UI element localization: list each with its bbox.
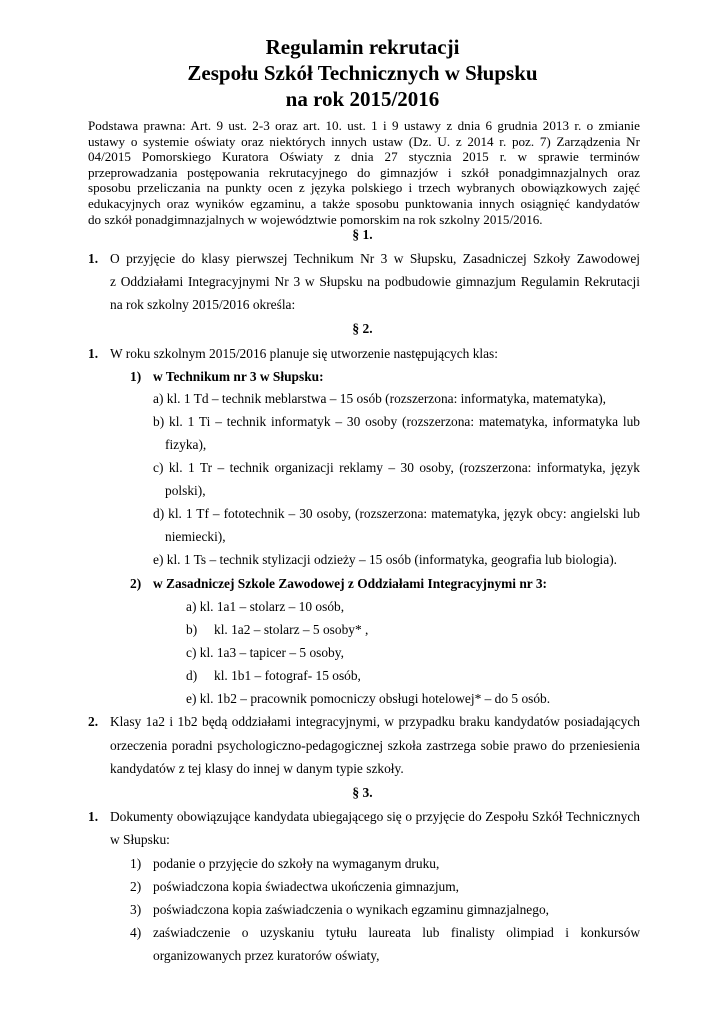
s3-item-text: podanie o przyjęcie do szkoły na wymaganym druku,: [153, 856, 440, 871]
s3-item-number: 4): [130, 925, 142, 940]
tech-class-d: d) kl. 1 Tf – fototechnik – 30 osoby, (rozszerzona: matematyka, język obcy: angielski lub: [153, 506, 640, 521]
legal-basis-line: edukacyjnych oraz wyników egzaminu, a także sposobu punktowania innych osiągnięć kandydatów: [88, 195, 640, 211]
s1-line: z Oddziałami Integracyjnymi Nr 3 w Słupsku na podbudowie gimnazjum Regulamin Rekrutacji: [110, 274, 640, 289]
s1-line: na rok szkolny 2015/2016 określa:: [110, 297, 296, 312]
s3-p1-line: Dokumenty obowiązujące kandydata ubiegającego się o przyjęcie do Zespołu Szkół Technicznych: [110, 809, 640, 824]
zsz-class-b-letter: b): [186, 622, 198, 637]
s2-p2-line: kandydatów z tej klasy do innej w danym typie szkoły.: [110, 761, 404, 776]
s2-zsz-label: w Zasadniczej Szkole Zawodowej z Oddziałami Integracyjnymi nr 3:: [153, 576, 548, 591]
title-line-2: Zespołu Szkół Technicznych w Słupsku: [187, 61, 538, 85]
s3-item-text: poświadczona kopia zaświadczenia o wynikach egzaminu gimnazjalnego,: [153, 902, 549, 917]
s3-item-4-cont: organizowanych przez kuratorów oświaty,: [153, 948, 380, 963]
tech-class-c-cont: polski),: [165, 483, 206, 498]
tech-class-c: c) kl. 1 Tr – technik organizacji reklamy – 30 osoby, (rozszerzona: informatyka, język: [153, 460, 640, 475]
s2-p2-number: 2.: [88, 714, 99, 729]
s3-item-text: zaświadczenie o uzyskaniu tytułu laureata lub finalisty olimpiad i konkursów: [153, 925, 640, 940]
s2-zsz-number: 2): [130, 576, 142, 591]
zsz-class-e: e) kl. 1b2 – pracownik pomocniczy obsługi hotelowej* – do 5 osób.: [186, 691, 551, 706]
zsz-class-d-letter: d): [186, 668, 198, 683]
legal-basis-line: do szkół ponadgimnazjalnych w województwie pomorskim na rok szkolny 2015/2016.: [88, 211, 543, 227]
tech-class-a: a) kl. 1 Td – technik meblarstwa – 15 osób (rozszerzona: informatyka, matematyka),: [153, 391, 607, 406]
zsz-class-a: a) kl. 1a1 – stolarz – 10 osób,: [186, 599, 345, 614]
zsz-class-d: kl. 1b1 – fotograf- 15 osób,: [214, 668, 361, 683]
s2-p1-text: W roku szkolnym 2015/2016 planuje się utworzenie następujących klas:: [110, 346, 498, 361]
s3-item-number: 2): [130, 879, 142, 894]
zsz-class-b: kl. 1a2 – stolarz – 5 osoby* ,: [214, 622, 369, 637]
legal-basis: [88, 118, 640, 227]
s3-p1-number: 1.: [88, 809, 99, 824]
s2-tech-number: 1): [130, 369, 142, 384]
s3-item-number: 3): [130, 902, 142, 917]
title-line-1: Regulamin rekrutacji: [265, 35, 460, 59]
s3-p1-line: w Słupsku:: [110, 832, 170, 847]
legal-basis-line: przeprowadzania postępowania rekrutacyjnego do gimnazjów i szkół ponadgimnazjalnych oraz: [88, 164, 640, 180]
legal-basis-line: ustawy o systemie oświaty oraz niektórych innych ustaw (Dz. U. z 2014 r. poz. 7) Zarządzenia Nr: [88, 133, 640, 149]
legal-basis-line: 04/2015 Pomorskiego Kuratora Oświaty z dnia 27 stycznia 2015 r. w sprawie terminów: [88, 149, 640, 165]
tech-class-d-cont: niemiecki),: [165, 529, 226, 544]
zsz-class-c: c) kl. 1a3 – tapicer – 5 osoby,: [186, 645, 344, 660]
section-heading-1: § 1.: [352, 227, 373, 242]
s2-tech-label: w Technikum nr 3 w Słupsku:: [153, 369, 324, 384]
title-line-3: na rok 2015/2016: [285, 87, 440, 111]
s2-p2-line: Klasy 1a2 i 1b2 będą oddziałami integracyjnymi, w przypadku braku kandydatów posiadających: [110, 714, 640, 729]
s2-p2-line: orzeczenia poradni psychologiczno-pedagogicznej szkoła zastrzega sobie prawo do przeniesienia: [110, 738, 640, 753]
s3-item-text: poświadczona kopia świadectwa ukończenia gimnazjum,: [153, 879, 460, 894]
tech-class-b-cont: fizyka),: [165, 437, 207, 452]
legal-basis-line: sposobu przeliczania na punkty ocen z języka polskiego i trzech wybranych obowiązkowych zajęć: [88, 180, 640, 196]
s3-item-number: 1): [130, 856, 142, 871]
s1-number: 1.: [88, 251, 99, 266]
tech-class-b: b) kl. 1 Ti – technik informatyk – 30 osoby (rozszerzona: matematyka, informatyka lub: [153, 414, 640, 429]
section-heading-2: § 2.: [352, 321, 373, 336]
s1-line: O przyjęcie do klasy pierwszej Technikum Nr 3 w Słupsku, Zasadniczej Szkoły Zawodowej: [110, 251, 640, 266]
tech-class-e: e) kl. 1 Ts – technik stylizacji odzieży – 15 osób (informatyka, geografia lub biologia).: [153, 552, 618, 567]
section-heading-3: § 3.: [352, 785, 373, 800]
s2-p1-number: 1.: [88, 346, 99, 361]
legal-basis-line: Podstawa prawna: Art. 9 ust. 2-3 oraz art. 10. ust. 1 i 9 ustawy z dnia 6 grudnia 2013 r. o zmianie: [88, 118, 640, 133]
